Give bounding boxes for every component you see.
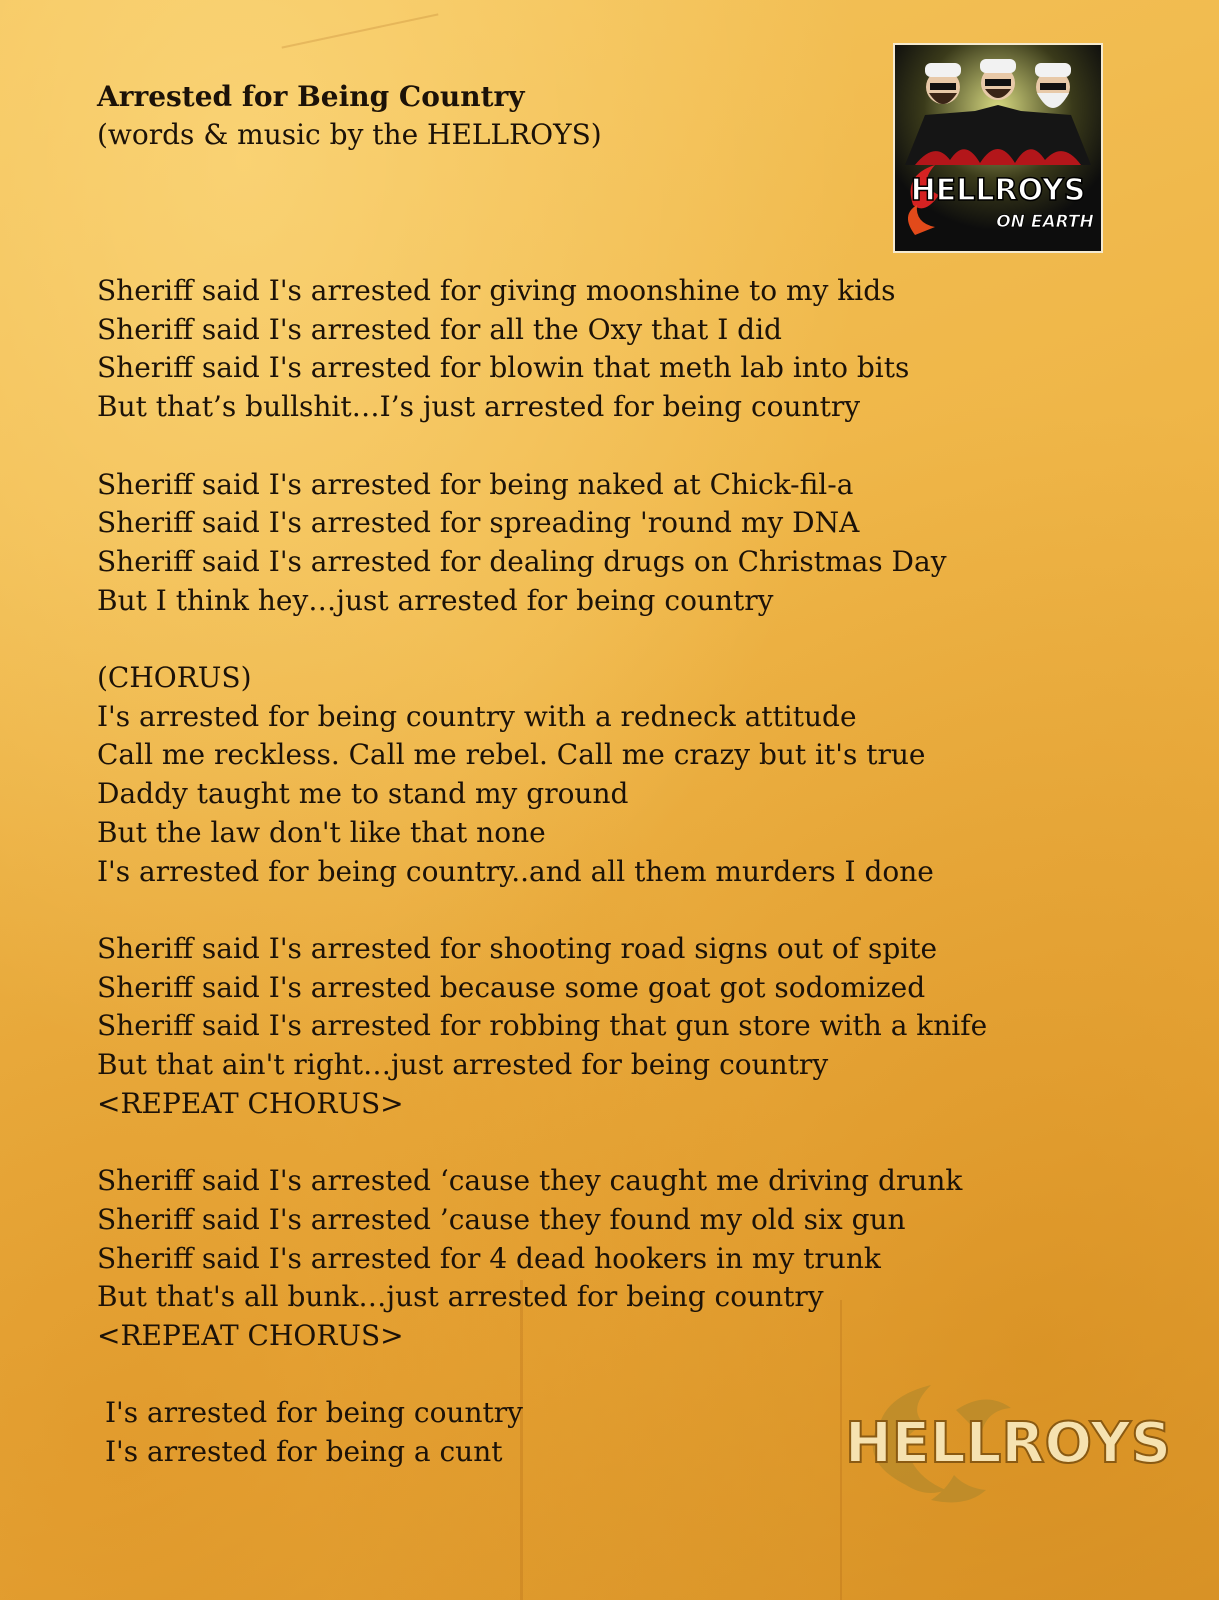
lyric-line: Sheriff said I's arrested for blowin that meth lab into bits bbox=[97, 351, 910, 385]
repeat-chorus-marker: <REPEAT CHORUS> bbox=[97, 1318, 404, 1352]
lyric-line: Sheriff said I's arrested ‘cause they caught me driving drunk bbox=[97, 1164, 963, 1198]
chorus-label: (CHORUS) bbox=[97, 661, 252, 694]
paper-crease bbox=[282, 13, 439, 48]
lyric-line: Sheriff said I's arrested for 4 dead hookers in my trunk bbox=[97, 1241, 881, 1275]
logo-text: HELLROYS bbox=[844, 1411, 1172, 1476]
lyric-line: I's arrested for being country..and all them murders I done bbox=[97, 854, 934, 888]
lyric-line: I's arrested for being country with a redneck attitude bbox=[97, 699, 857, 733]
lyric-line: Sheriff said I's arrested for dealing drugs on Christmas Day bbox=[97, 544, 947, 578]
hellroys-logo bbox=[836, 1380, 1176, 1510]
lyric-line: Sheriff said I's arrested for spreading 'round my DNA bbox=[97, 506, 860, 540]
album-cover bbox=[893, 43, 1103, 253]
repeat-chorus-marker: <REPEAT CHORUS> bbox=[97, 1086, 404, 1120]
chorus bbox=[97, 659, 1097, 891]
song-credits: (words & music by the HELLROYS) bbox=[97, 118, 602, 151]
lyric-line: Sheriff said I's arrested for being naked at Chick-fil-a bbox=[97, 467, 854, 501]
verse-2 bbox=[97, 466, 1097, 621]
lyric-line: Sheriff said I's arrested for shooting road signs out of spite bbox=[97, 931, 938, 965]
lyric-line: But that’s bullshit…I’s just arrested for being country bbox=[97, 390, 861, 424]
lyric-line: Sheriff said I's arrested for robbing that gun store with a knife bbox=[97, 1009, 988, 1043]
verse-4 bbox=[97, 1162, 1097, 1356]
song-title: Arrested for Being Country bbox=[97, 80, 525, 113]
album-tagline: ON EARTH bbox=[996, 212, 1094, 232]
lyric-line: I's arrested for being a cunt bbox=[105, 1435, 503, 1469]
lyric-line: Daddy taught me to stand my ground bbox=[97, 777, 629, 811]
lyric-line: But that ain't right…just arrested for being country bbox=[97, 1048, 829, 1082]
lyric-line: I's arrested for being country bbox=[105, 1396, 523, 1430]
lyric-line: Sheriff said I's arrested for all the Oxy that I did bbox=[97, 312, 782, 346]
album-cover-art bbox=[895, 45, 1101, 251]
lyric-line: But that's all bunk…just arrested for being country bbox=[97, 1280, 824, 1314]
lyrics-body bbox=[97, 272, 1097, 1472]
lyric-line: Sheriff said I's arrested for giving moonshine to my kids bbox=[97, 274, 896, 307]
verse-1 bbox=[97, 272, 1097, 427]
lyric-line: Call me reckless. Call me rebel. Call me crazy but it's true bbox=[97, 738, 926, 772]
verse-3 bbox=[97, 930, 1097, 1124]
lyric-line: But I think hey…just arrested for being country bbox=[97, 583, 774, 617]
lyric-line: Sheriff said I's arrested ’cause they found my old six gun bbox=[97, 1202, 906, 1236]
lyric-line: Sheriff said I's arrested because some goat got sodomized bbox=[97, 970, 926, 1004]
album-band-name: HELLROYS bbox=[910, 173, 1086, 208]
lyric-line: But the law don't like that none bbox=[97, 815, 546, 849]
hellroys-logo-art bbox=[836, 1380, 1176, 1510]
